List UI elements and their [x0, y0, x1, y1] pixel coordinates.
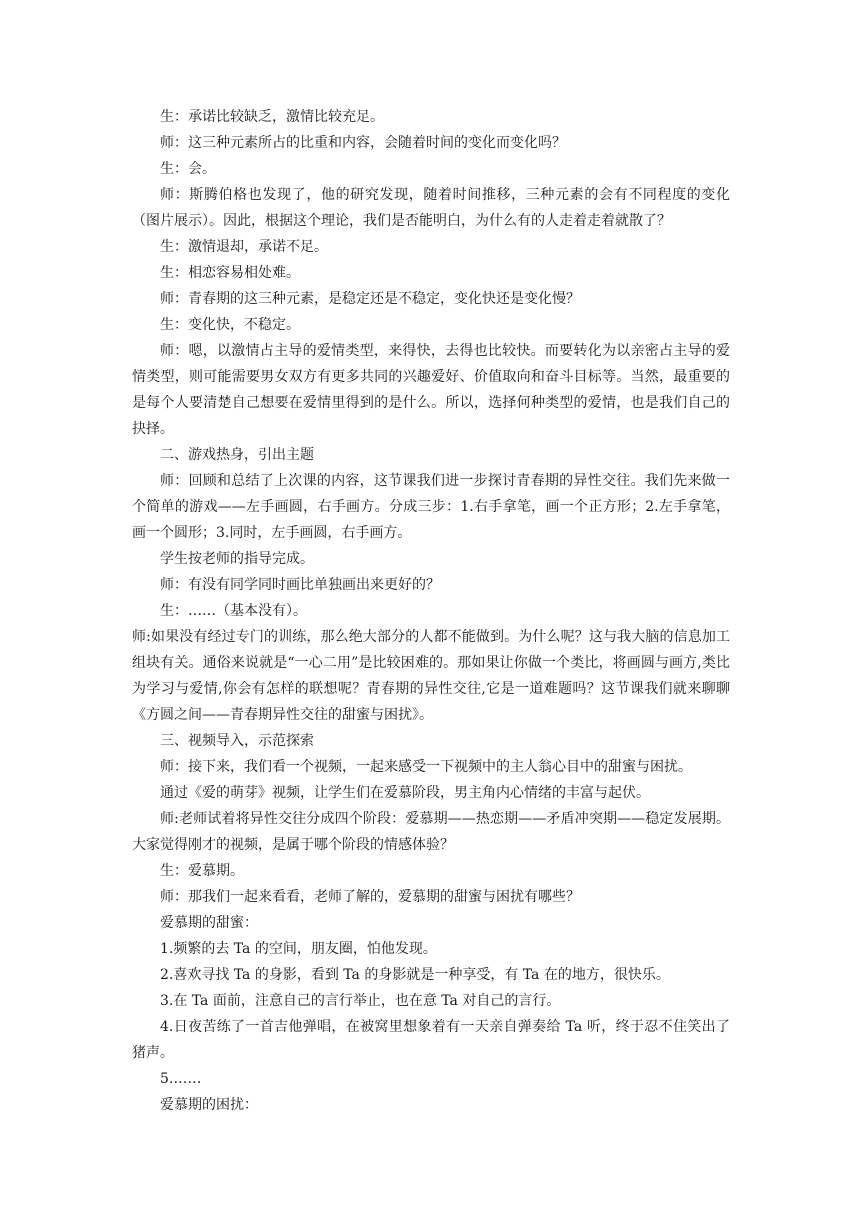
paragraph: 生：……（基本没有）。 — [160, 603, 307, 619]
paragraph: 师：斯腾伯格也发现了，他的研究发现，随着时间推移，三种元素的会有不同程度的变化（图片展示）。因此，根据这个理论，我们是否能明白，为什么有的人走着走着就散了？ — [132, 187, 730, 229]
paragraph: 生：承诺比较缺乏，激情比较充足。 — [160, 109, 384, 125]
paragraph: 师：这三种元素所占的比重和内容，会随着时间的变化而变化吗？ — [160, 135, 566, 151]
list-item: 4.日夜苦练了一首吉他弹唱，在被窝里想象着有一天亲自弹奏给 Ta 听，终于忍不住笑出了猪声。 — [132, 1019, 730, 1061]
paragraph: 师:老师试着将异性交往分成四个阶段：爱慕期——热恋期——矛盾冲突期——稳定发展期。大家觉得刚才的视频，是属于哪个阶段的情感体验？ — [132, 811, 730, 853]
paragraph: 生：相恋容易相处难。 — [160, 265, 300, 281]
paragraph: 师：嗯，以激情占主导的爱情类型，来得快，去得也比较快。而要转化为以亲密占主导的爱情类型，则可能需要男女双方有更多共同的兴趣爱好、价值取向和奋斗目标等。当然，最重要的是每个人要清楚自己想要在爱情里得到的是什么。所以，选择何种类型的爱情，也是我们自己的抉择。 — [132, 343, 730, 437]
list-heading: 爱慕期的困扰： — [160, 1097, 258, 1113]
list-heading: 爱慕期的甜蜜： — [160, 915, 258, 931]
paragraph: 师：有没有同学同时画比单独画出来更好的？ — [160, 577, 440, 593]
section-heading: 二、游戏热身，引出主题 — [160, 447, 314, 463]
paragraph: 通过《爱的萌芽》视频，让学生们在爱慕阶段，男主角内心情绪的丰富与起伏。 — [160, 785, 650, 801]
paragraph: 学生按老师的指导完成。 — [160, 551, 314, 567]
paragraph: 生：会。 — [160, 161, 216, 177]
list-item: 3.在 Ta 面前，注意自己的言行举止，也在意 Ta 对自己的言行。 — [160, 993, 561, 1009]
paragraph: 师:如果没有经过专门的训练，那么绝大部分的人都不能做到。为什么呢？这与我大脑的信息加工组块有关。通俗来说就是“一心二用”是比较困难的。那如果让你做一个类比，将画圆与画方,类比为学习与爱情,你会有怎样的联想呢？青春期的异性交往,它是一道难题吗？这节课我们就来聊聊《方圆之间——青春期异性交往的甜蜜与困扰》。 — [132, 629, 730, 723]
paragraph: 生：爱慕期。 — [160, 863, 244, 879]
paragraph: 生：激情退却，承诺不足。 — [160, 239, 328, 255]
list-item: 2.喜欢寻找 Ta 的身影，看到 Ta 的身影就是一种享受，有 Ta 在的地方，很快乐。 — [160, 967, 670, 983]
paragraph: 师：青春期的这三种元素，是稳定还是不稳定，变化快还是变化慢？ — [160, 291, 580, 307]
list-item: 5.…… — [160, 1071, 202, 1087]
paragraph: 师：接下来，我们看一个视频，一起来感受一下视频中的主人翁心目中的甜蜜与困扰。 — [160, 759, 692, 775]
section-heading: 三、视频导入，示范探索 — [160, 733, 314, 749]
list-item: 1.频繁的去 Ta 的空间，朋友圈，怕他发现。 — [160, 941, 437, 957]
paragraph: 师：回顾和总结了上次课的内容，这节课我们进一步探讨青春期的异性交往。我们先来做一个简单的游戏——左手画圆，右手画方。分成三步：1.右手拿笔，画一个正方形；2.左手拿笔，画一个圆形；3.同时，左手画圆，右手画方。 — [132, 473, 730, 541]
paragraph: 生：变化快，不稳定。 — [160, 317, 300, 333]
paragraph: 师：那我们一起来看看，老师了解的，爱慕期的甜蜜与困扰有哪些？ — [160, 889, 580, 905]
document-page — [132, 104, 730, 1118]
